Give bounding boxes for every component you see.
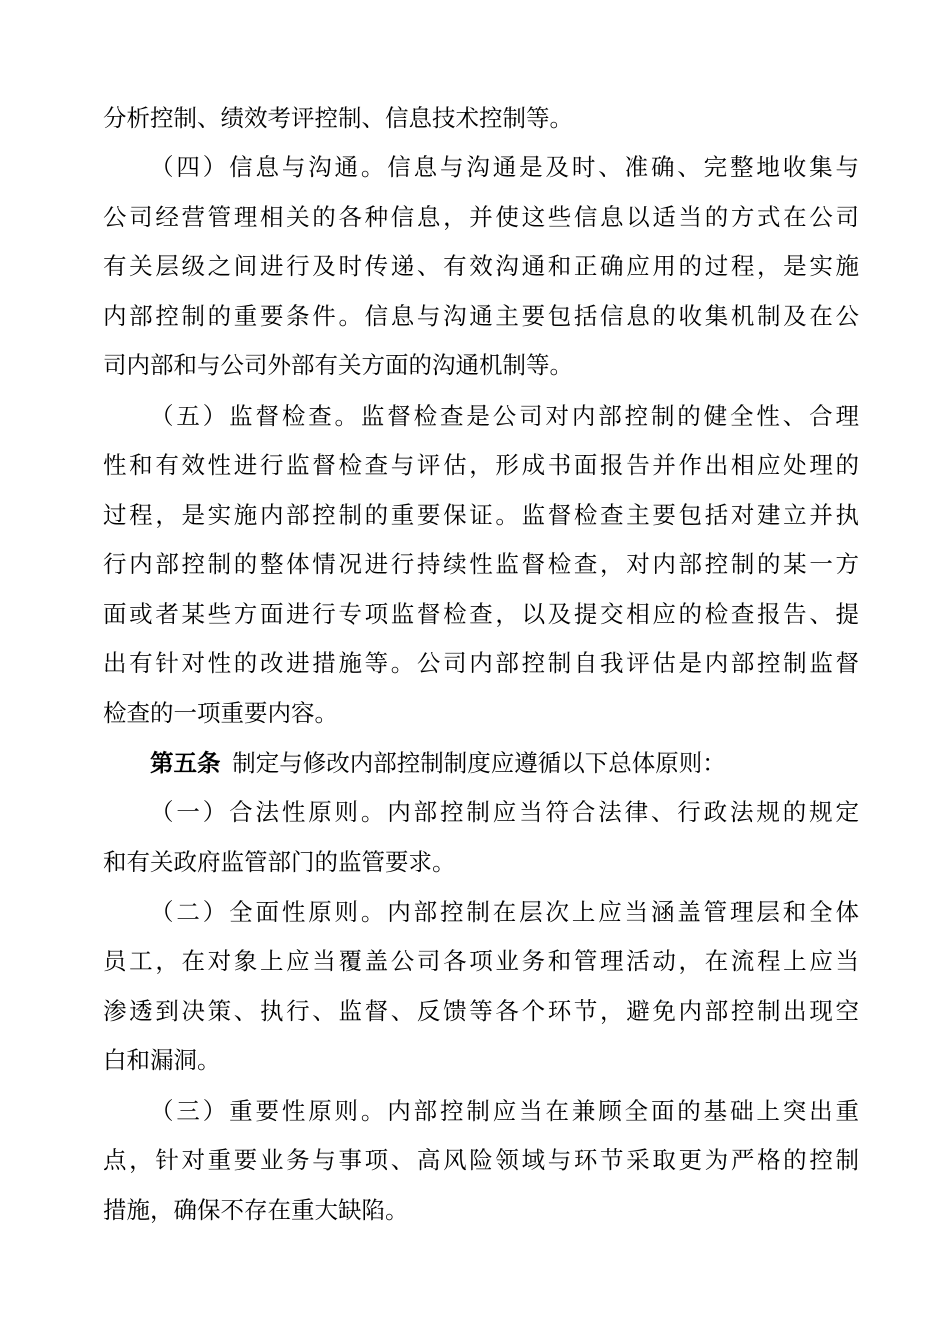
- text-line: 行内部控制的整体情况进行持续性监督检查，对内部控制的某一方: [103, 550, 859, 578]
- text-line: 面或者某些方面进行专项监督检查，以及提交相应的检查报告、提: [103, 600, 859, 628]
- text-line: 措施，确保不存在重大缺陷。: [103, 1196, 409, 1224]
- text-line: （二）全面性原则。内部控制在层次上应当涵盖管理层和全体: [150, 898, 859, 926]
- text-line: 和有关政府监管部门的监管要求。: [103, 848, 456, 876]
- text-line: （四）信息与沟通。信息与沟通是及时、准确、完整地收集与: [150, 153, 859, 181]
- text-line: 过程，是实施内部控制的重要保证。监督检查主要包括对建立并执: [103, 501, 859, 529]
- article-heading-line: [150, 743, 859, 783]
- text-line: （五）监督检查。监督检查是公司对内部控制的健全性、合理: [150, 402, 859, 430]
- text-line: 性和有效性进行监督检查与评估，形成书面报告并作出相应处理的: [103, 451, 859, 479]
- text-line: 白和漏洞。: [103, 1046, 221, 1074]
- text-line: （一）合法性原则。内部控制应当符合法律、行政法规的规定: [150, 798, 859, 826]
- article-text: 制定与修改内部控制制度应遵循以下总体原则：: [232, 749, 726, 777]
- text-line: 内部控制的重要条件。信息与沟通主要包括信息的收集机制及在公: [103, 302, 859, 330]
- text-line: 出有针对性的改进措施等。公司内部控制自我评估是内部控制监督: [103, 649, 859, 677]
- text-line: 司内部和与公司外部有关方面的沟通机制等。: [103, 351, 573, 379]
- text-line: 渗透到决策、执行、监督、反馈等各个环节，避免内部控制出现空: [103, 997, 859, 1025]
- text-line: 员工，在对象上应当覆盖公司各项业务和管理活动，在流程上应当: [103, 947, 859, 975]
- text-line: 检查的一项重要内容。: [103, 699, 338, 727]
- text-line: 点，针对重要业务与事项、高风险领域与环节采取更为严格的控制: [103, 1146, 859, 1174]
- text-line: 有关层级之间进行及时传递、有效沟通和正确应用的过程，是实施: [103, 252, 859, 280]
- article-label: 第五条: [150, 749, 221, 777]
- text-line: （三）重要性原则。内部控制应当在兼顾全面的基础上突出重: [150, 1097, 859, 1125]
- text-line: 分析控制、绩效考评控制、信息技术控制等。: [103, 104, 573, 132]
- text-line: 公司经营管理相关的各种信息，并使这些信息以适当的方式在公司: [103, 203, 859, 231]
